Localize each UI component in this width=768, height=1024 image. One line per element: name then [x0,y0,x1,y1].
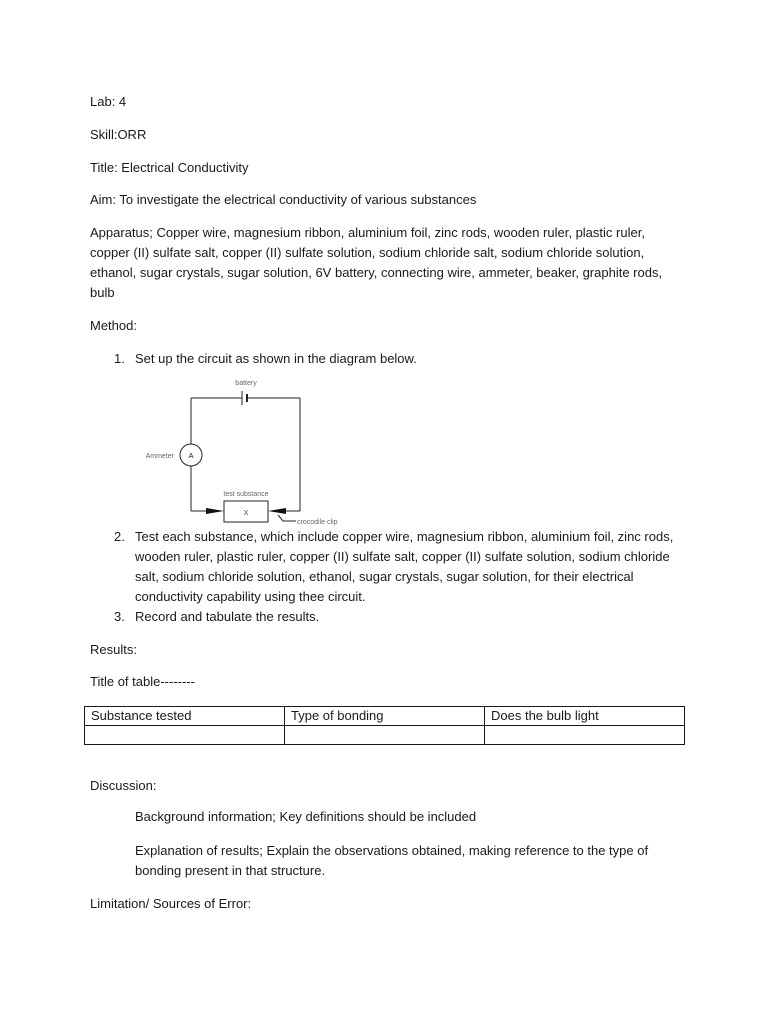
step-number: 1. [114,351,125,366]
results-table [84,706,685,745]
column-header: Substance tested [85,707,285,726]
substance-symbol: X [243,510,249,517]
crocodile-clip-pointer [278,515,296,521]
table-header-row [85,707,685,726]
test-substance-label: test substance [223,491,269,498]
results-heading: Results: [90,642,137,657]
method-heading: Method: [90,318,137,333]
battery-label: battery [235,380,257,387]
table-cell [85,726,285,745]
skill-line: Skill:ORR [90,127,147,142]
table-cell [285,726,485,745]
column-header: Type of bonding [285,707,485,726]
column-header: Does the bulb light [485,707,685,726]
ammeter-symbol: A [188,451,194,460]
step-number: 3. [114,609,125,624]
step-text: Record and tabulate the results. [135,609,320,624]
crocodile-clip-label: crocodile clip [297,519,338,526]
method-step [114,349,674,369]
step-number: 2. [114,529,125,544]
table-title: Title of table-------- [90,674,195,689]
aim-line: Aim: To investigate the electrical conductivity of various substances [90,192,477,207]
ammeter-label: Ammeter [145,453,174,460]
discussion-heading: Discussion: [90,778,157,793]
left-crocodile-clip [206,508,224,514]
explanation-of-results: Explanation of results; Explain the observations obtained, making reference to the type of bonding present in that structure. [135,843,649,878]
apparatus-paragraph: Apparatus; Copper wire, magnesium ribbon, aluminium foil, zinc rods, wooden ruler, plastic ruler, copper (II) sulfate salt, copper (II) sulfate solution, sodium chloride salt, sodium chloride solution, ethanol, sugar crystals, sugar solution, 6V battery, connecting wire, ammeter, beaker, graphite rods, bulb [90,225,663,300]
table-cell [485,726,685,745]
background-info: Background information; Key definitions should be included [135,809,477,824]
lab-number: Lab: 4 [90,94,127,109]
table-row [85,726,685,745]
right-crocodile-clip [268,508,286,514]
step-text: Set up the circuit as shown in the diagram below. [135,351,417,366]
title-line: Title: Electrical Conductivity [90,160,249,175]
method-step [114,527,674,607]
step-text: Test each substance, which include copper wire, magnesium ribbon, aluminium foil, zinc rods, wooden ruler, plastic ruler, copper (II) sulfate salt, copper (II) sulfate solution, sodium chloride salt, sodium chloride solution, ethanol, sugar crystals, sugar solution, for their electrical conductivity capability using thee circuit. [135,529,674,604]
limitations-heading: Limitation/ Sources of Error: [90,896,252,911]
method-step [114,607,674,627]
circuit-diagram [140,374,380,534]
